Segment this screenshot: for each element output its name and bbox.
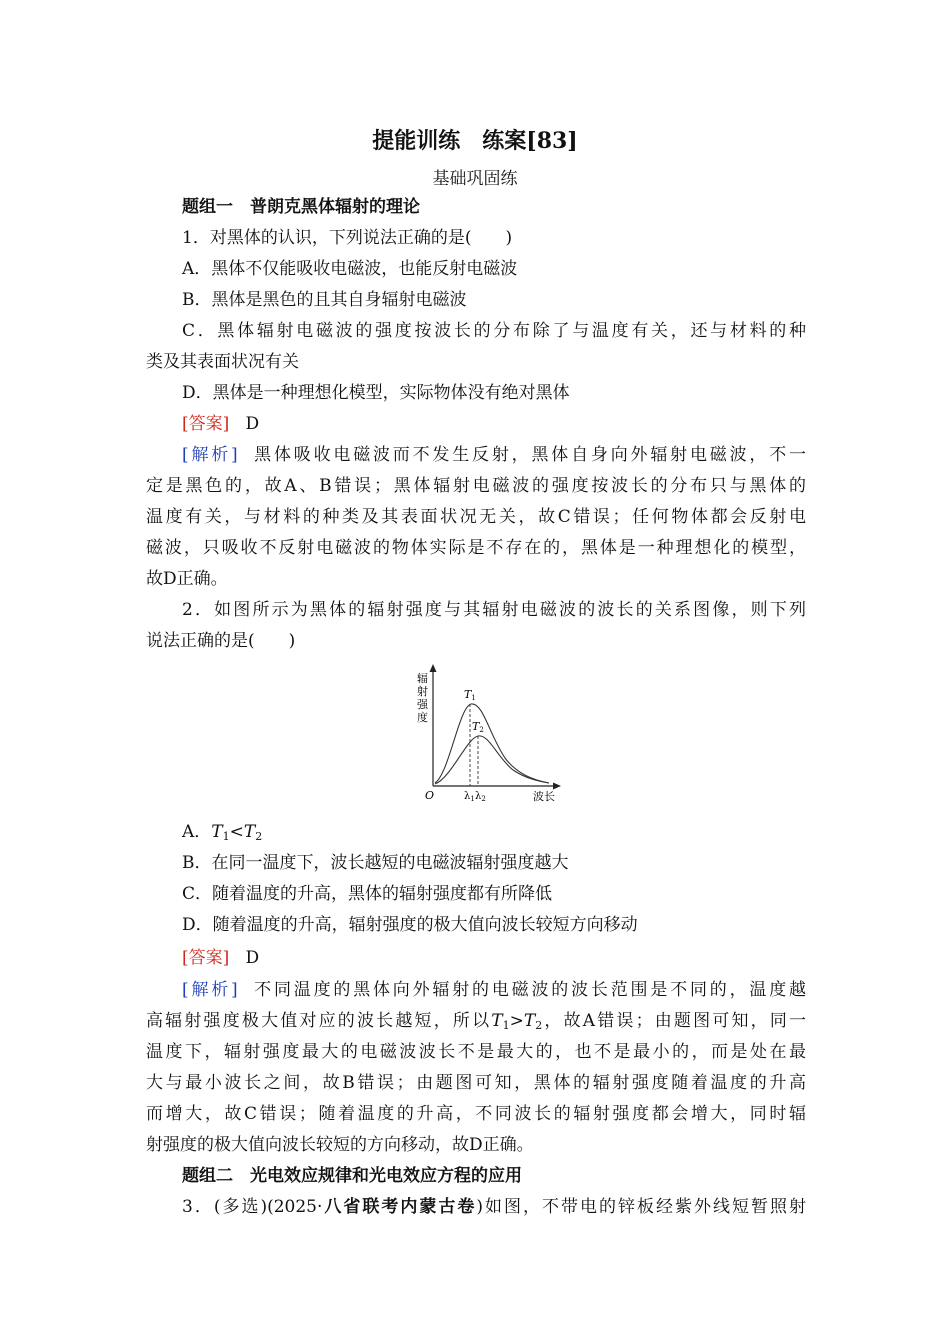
page-title: 提能训练 练案[83] xyxy=(372,128,578,154)
curve-t2-label: T2 xyxy=(472,720,484,734)
q1-option-a: A．黑体不仅能吸收电磁波，也能反射电磁波 xyxy=(182,259,518,279)
q1-answer xyxy=(182,413,259,435)
y-label-char: 射 xyxy=(417,685,428,698)
group1-heading: 题组一 普朗克黑体辐射的理论 xyxy=(182,197,420,217)
group2-heading: 题组二 光电效应规律和光电效应方程的应用 xyxy=(182,1166,522,1186)
curve-t1 xyxy=(435,704,549,783)
analysis-label: [解析] xyxy=(182,445,238,465)
x-axis-label: 波长 xyxy=(533,790,555,803)
q2-answer xyxy=(182,947,259,969)
q2-analysis-line6: 射强度的极大值向波长较短的方向移动，故D正确。 xyxy=(146,1135,534,1155)
q1-option-b: B．黑体是黑色的且其自身辐射电磁波 xyxy=(182,290,467,310)
curve-t1-label: T1 xyxy=(464,688,476,702)
q2-analysis-line3: 温度下，辐射强度最大的电磁波波长不是最大的，也不是最小的，而是处在最 xyxy=(146,1042,806,1062)
q3-stem: 3．(多选)(2025·八省联考内蒙古卷)如图，不带电的锌板经紫外线短暂照射 xyxy=(182,1197,807,1217)
q2-option-b: B．在同一温度下，波长越短的电磁波辐射强度越大 xyxy=(182,853,569,873)
answer-value: D xyxy=(245,948,260,968)
analysis-label: [解析] xyxy=(182,980,238,1000)
q2-stem-line1: 2．如图所示为黑体的辐射强度与其辐射电磁波的波长的关系图像，则下列 xyxy=(182,600,806,620)
x-axis-arrow xyxy=(553,783,561,790)
section-subtitle: 基础巩固练 xyxy=(432,169,518,189)
blackbody-radiation-figure xyxy=(415,662,565,808)
answer-label: [答案] xyxy=(182,948,230,968)
y-label-char: 度 xyxy=(417,711,428,724)
q2-option-d: D．随着温度的升高，辐射强度的极大值向波长较短方向移动 xyxy=(182,915,638,935)
q2-analysis-line5: 而增大，故C错误；随着温度的升高，不同波长的辐射强度都会增大，同时辐 xyxy=(146,1104,806,1124)
q1-option-d: D．黑体是一种理想化模型，实际物体没有绝对黑体 xyxy=(182,383,570,403)
y-label-char: 强 xyxy=(417,698,428,711)
answer-value: D xyxy=(245,414,260,434)
q2-option-c: C．随着温度的升高，黑体的辐射强度都有所降低 xyxy=(182,884,553,904)
q1-stem: 1．对黑体的认识，下列说法正确的是( ) xyxy=(182,228,513,248)
q2-analysis-line4: 大与最小波长之间，故B错误；由题图可知，黑体的辐射强度随着温度的升高 xyxy=(146,1073,806,1093)
q1-option-c-line2: 类及其表面状况有关 xyxy=(146,352,299,372)
origin-label: O xyxy=(425,789,435,802)
q1-analysis-line5: 故D正确。 xyxy=(146,569,228,589)
peak2-label: $\lambda_2$ xyxy=(475,791,486,803)
y-label-char: 辐 xyxy=(417,672,428,685)
y-axis-arrow xyxy=(430,664,437,672)
q1-analysis-line1: [解析] 黑体吸收电磁波而不发生反射，黑体自身向外辐射电磁波，不一 xyxy=(182,445,807,465)
answer-label: [答案] xyxy=(182,414,230,434)
q2-stem-line2: 说法正确的是( ) xyxy=(146,631,296,651)
q2-analysis-line1: [解析] 不同温度的黑体向外辐射的电磁波的波长范围是不同的，温度越 xyxy=(182,980,807,1000)
q1-analysis-line4: 磁波，只吸收不反射电磁波的物体实际是不存在的，黑体是一种理想化的模型， xyxy=(146,538,806,558)
q2-analysis-line2: 高辐射强度极大值对应的波长越短，所以$T_1>T_2$，故A错误；由题图可知，同一 xyxy=(146,1011,807,1032)
curve-t2 xyxy=(435,736,549,784)
q2-option-a: A．$T_1<T_2$ xyxy=(182,822,263,843)
q1-analysis-line2: 定是黑色的，故A、B错误；黑体辐射电磁波的强度按波长的分布只与黑体的 xyxy=(146,476,806,496)
q1-option-c-line1: C．黑体辐射电磁波的强度按波长的分布除了与温度有关，还与材料的种 xyxy=(182,321,806,341)
q1-analysis-line3: 温度有关，与材料的种类及其表面状况无关，故C错误；任何物体都会反射电 xyxy=(146,507,806,527)
peak1-label: $\lambda_1$ xyxy=(464,791,475,803)
